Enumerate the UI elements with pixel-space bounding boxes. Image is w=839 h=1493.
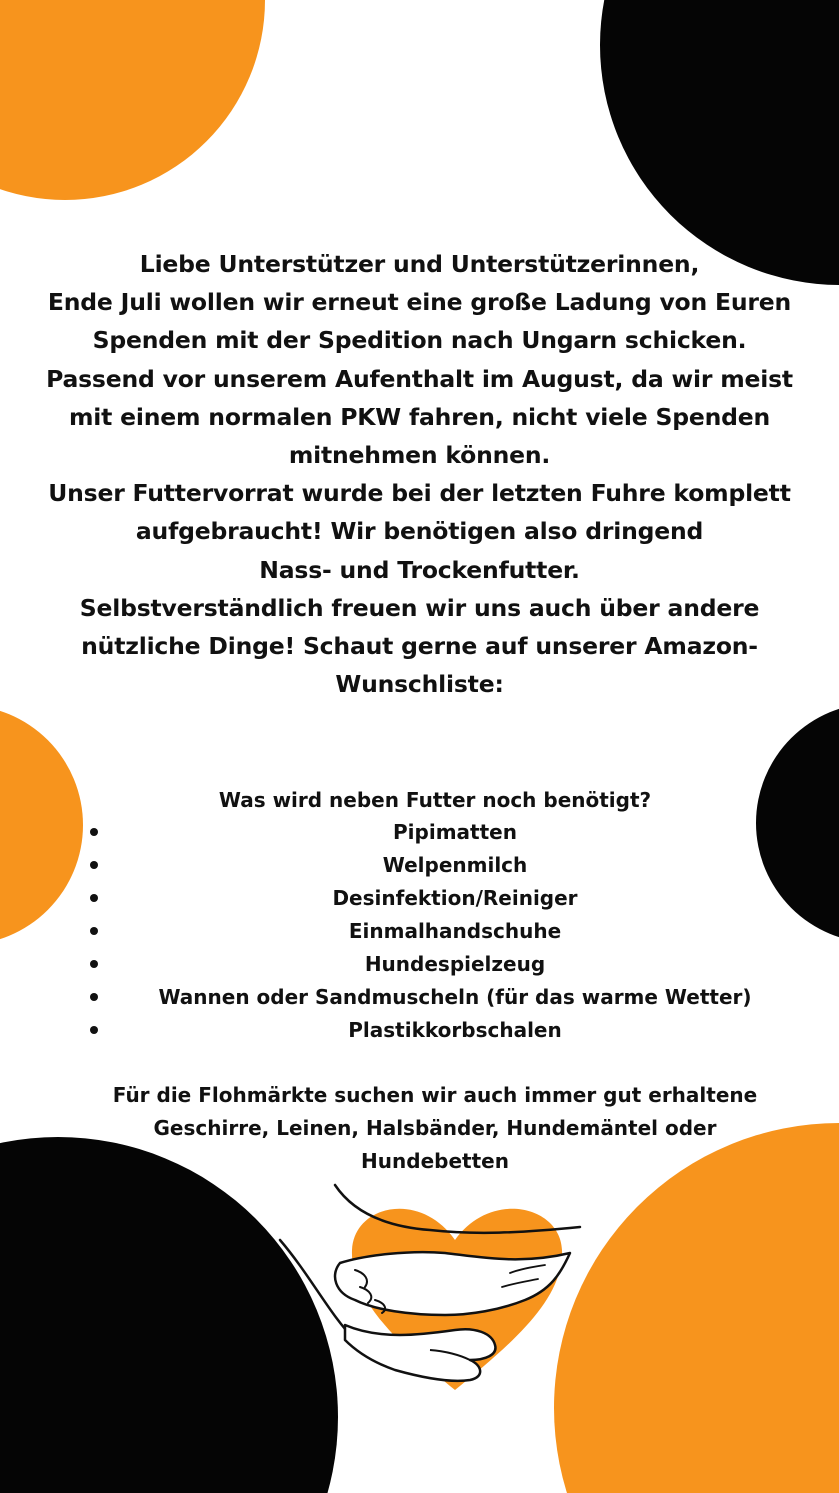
list-item-label: Wannen oder Sandmuscheln (für das warme Wetter) [158,985,752,1009]
list-item [80,849,830,882]
list-item-label: Plastikkorbschalen [348,1018,562,1042]
list-item [80,981,830,1014]
intro-line: mit einem normalen PKW fahren, nicht viele Spenden [69,402,770,431]
intro-line: Wunschliste: [335,670,504,699]
list-item-label: Pipimatten [393,820,517,844]
decorative-black-circle-top-right [600,0,839,285]
bullet-icon [90,894,98,902]
list-item-label: Desinfektion/Reiniger [332,886,578,910]
list-item [80,915,830,948]
heart-hand-paw-icon [270,1165,610,1415]
fleamarket-text [0,1079,839,1178]
list-item [80,882,830,915]
intro-line: Unser Futtervorrat wurde bei der letzten Fuhre komplett [48,479,791,508]
intro-line: Selbstverständlich freuen wir uns auch über andere [79,593,760,622]
bullet-icon [90,828,98,836]
intro-line: Spenden mit der Spedition nach Ungarn schicken. [92,326,747,355]
bullet-icon [90,1026,98,1034]
intro-line: nützliche Dinge! Schaut gerne auf unserer Amazon- [81,632,758,661]
intro-line: mitnehmen können. [288,441,551,470]
hand-shape [345,1325,495,1381]
list-item-label: Einmalhandschuhe [348,919,562,943]
intro-line: Nass- und Trockenfutter. [259,555,580,584]
fleamarket-line: Geschirre, Leinen, Halsbänder, Hundemäntel oder [153,1116,717,1140]
list-item [80,948,830,981]
bullet-icon [90,960,98,968]
list-item [80,1014,830,1047]
decorative-orange-circle-mid-left [0,705,83,945]
bullet-icon [90,993,98,1001]
intro-line: Passend vor unserem Aufenthalt im August, da wir meist [46,364,793,393]
bullet-icon [90,927,98,935]
needs-list [80,816,830,1047]
needs-heading: Was wird neben Futter noch benötigt? [218,788,652,812]
intro-text [0,245,839,703]
bullet-icon [90,861,98,869]
fleamarket-line: Hundebetten [361,1149,509,1173]
list-item-label: Welpenmilch [382,853,528,877]
list-item-label: Hundespielzeug [364,952,546,976]
decorative-orange-circle-top-left [0,0,265,200]
intro-line: Ende Juli wollen wir erneut eine große Ladung von Euren [47,288,792,317]
intro-line: Liebe Unterstützer und Unterstützerinnen, [139,250,700,278]
intro-line: aufgebraucht! Wir benötigen also dringend [135,517,704,546]
list-item [80,816,830,849]
fleamarket-line: Für die Flohmärkte suchen wir auch immer gut erhaltene [112,1083,758,1107]
